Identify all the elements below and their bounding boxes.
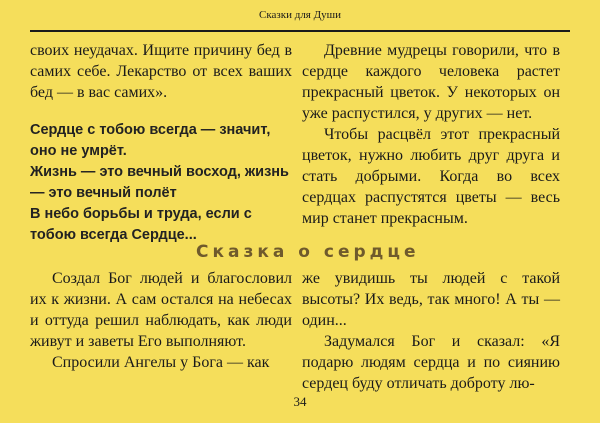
right-column-top (302, 40, 560, 229)
paragraph: Задумался Бог и сказал: «Я подарю людям сердца и по сиянию сердец буду отличать доброту лю- (302, 333, 560, 392)
paragraph: Создал Бог людей и благословил их к жизни. А сам остался на небесах и оттуда решил наблюдать, как люди живут и заветы Его выполняют. (30, 270, 292, 350)
right-column-bottom (302, 268, 560, 394)
page-number: 34 (293, 394, 307, 409)
paragraph: Древние мудрецы говорили, что в сердце каждого человека растет прекрасный цветок. У некоторых он уже распустился, у других — нет. (302, 42, 560, 122)
quote-line: Сердце с тобою всегда — значит, оно не умрёт. (30, 122, 271, 159)
paragraph: своих неудачах. Ищите причину бед в самих себе. Лекарство от всех ваших бед — в вас самих». (30, 42, 292, 101)
quote-line: Жизнь — это вечный восход, жизнь — это вечный полёт (30, 164, 289, 201)
quote-line: В небо борьбы и труда, если с тобою всегда Сердце... (30, 206, 252, 243)
running-header (30, 0, 570, 32)
section-title: Сказка о сердце (196, 242, 420, 262)
paragraph: же увидишь ты людей с такой высоты? Их ведь, так много! А ты — один... (302, 270, 560, 329)
left-column-bottom (30, 268, 292, 373)
book-title: Сказки для Души (259, 9, 341, 21)
paragraph: Спросили Ангелы у Бога — как (52, 354, 270, 371)
poem-quote (30, 120, 292, 246)
paragraph: Чтобы расцвёл этот прекрасный цветок, нужно любить друг друга и стать добрыми. Когда во всех сердцах распустятся цветы — весь мир станет прекрасным. (302, 126, 560, 227)
left-column-top (30, 40, 292, 103)
